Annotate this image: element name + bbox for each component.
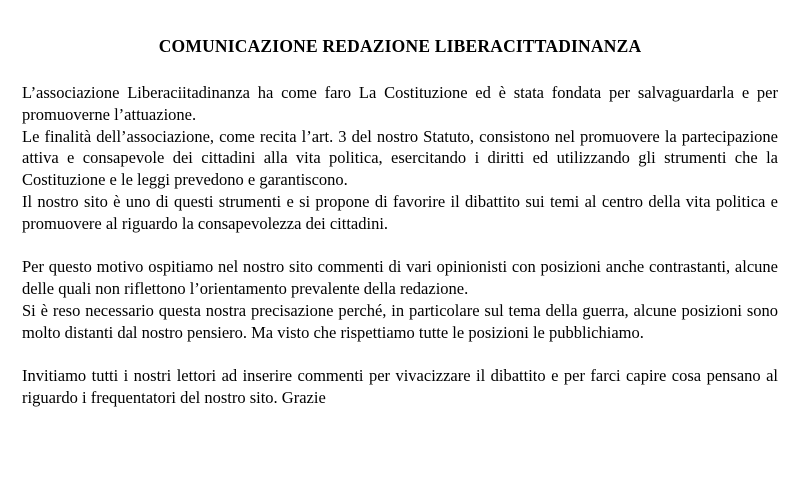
document-body — [22, 82, 778, 409]
paragraph-spacer — [22, 235, 778, 257]
document-title: COMUNICAZIONE REDAZIONE LIBERACITTADINANZA — [158, 36, 642, 56]
document-page — [0, 36, 800, 502]
paragraph-invitation-comments: Invitiamo tutti i nostri lettori ad inserire commenti per vivacizzare il dibattito e per farci capire cosa pensano al riguardo i frequentatori del nostro sito. Grazie — [22, 366, 778, 408]
paragraph-spacer — [22, 344, 778, 366]
paragraph-clarification-war: Si è reso necessario questa nostra precisazione perché, in particolare sul tema della guerra, alcune posizioni sono molto distanti dal nostro pensiero. Ma visto che rispettiamo tutte le posizioni le pubblichiamo. — [22, 300, 778, 342]
paragraph-opinions-hosted: Per questo motivo ospitiamo nel nostro sito commenti di vari opinionisti con posizioni anche contrastanti, alcune delle quali non riflettono l’orientamento prevalente della redazione. — [22, 257, 778, 299]
paragraph-association-intro: L’associazione Liberaciitadinanza ha come faro La Costituzione ed è stata fondata per salvaguardarla e per promuoverne l’attuazione. — [22, 83, 778, 124]
paragraph-statute-aims: Le finalità dell’associazione, come recita l’art. 3 del nostro Statuto, consistono nel promuovere la partecipazione attiva e consapevole dei cittadini alla vita politica, esercitando i diritti ed utilizzando gli strumenti che la Costituzione e le leggi prevedono e garantiscono. — [22, 126, 778, 190]
paragraph-site-purpose: Il nostro sito è uno di questi strumenti e si propone di favorire il dibattito sui temi al centro della vita politica e promuovere al riguardo la consapevolezza dei cittadini. — [22, 191, 778, 233]
